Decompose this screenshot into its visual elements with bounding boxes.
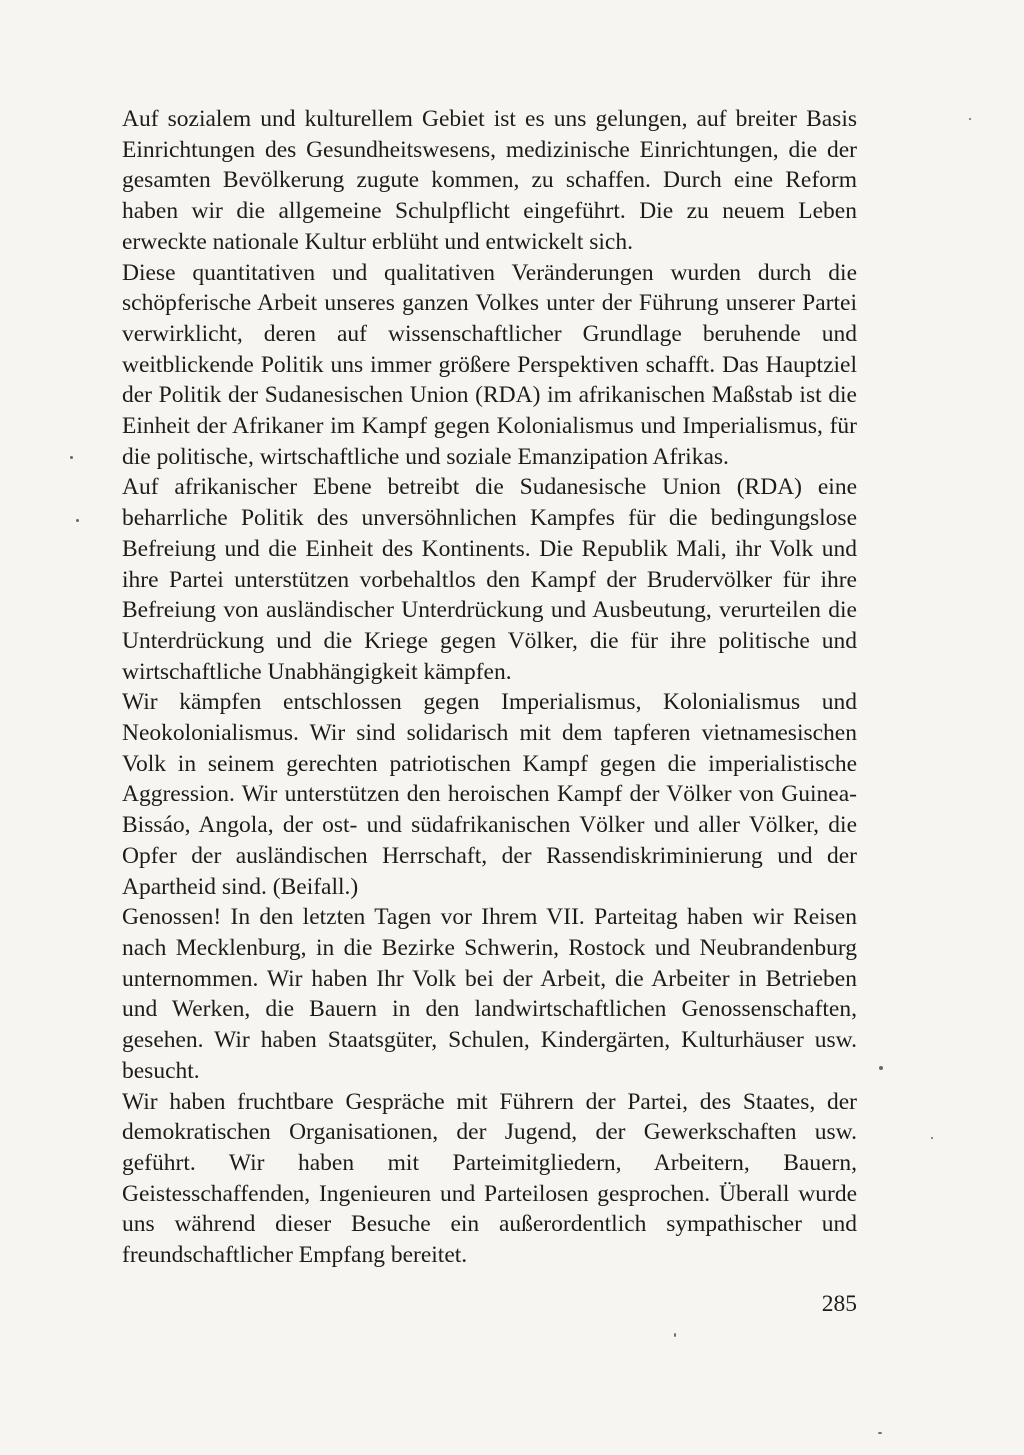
body-text bbox=[122, 104, 857, 1271]
paragraph: Genossen! In den letzten Tagen vor Ihrem VII. Parteitag haben wir Reisen nach Mecklenburg, in die Bezirke Schwerin, Rostock und Neubrandenburg unternommen. Wir haben Ihr Volk bei der Arbeit, die Arbeiter in Betrieben und Werken, die Bauern in den landwirtschaftlichen Genossenschaften, gesehen. Wir haben Staatsgüter, Schulen, Kindergärten, Kulturhäuser usw. besucht. bbox=[122, 904, 857, 1084]
scan-speck bbox=[931, 1137, 933, 1139]
paragraph: Auf afrikanischer Ebene betreibt die Sudanesische Union (RDA) eine beharrliche Politik des unversöhnlichen Kampfes für die bedingungslose Befreiung und die Einheit des Kontinents. Die Republik Mali, ihr Volk und ihre Partei unterstützen vorbehaltlos den Kampf der Brudervölker für ihre Befreiung von ausländischer Unterdrückung und Ausbeutung, verurteilen die Unterdrückung und die Kriege gegen Völker, die für ihre politische und wirtschaftliche Unabhängigkeit kämpfen. bbox=[122, 474, 857, 685]
scan-speck bbox=[76, 519, 79, 522]
scan-speck bbox=[879, 1066, 883, 1070]
paragraph: Wir kämpfen entschlossen gegen Imperialismus, Kolonialismus und Neokolonialismus. Wir sind solidarisch mit dem tapferen vietnamesischen Volk in seinem gerechten patriotischen Kampf gegen die imperialistische Aggression. Wir unterstützen den heroischen Kampf der Völker von Guinea-Bissáo, Angola, der ost- und südafrikanischen Völker und aller Völker, die Opfer der ausländischen Herrschaft, der Rassendiskriminierung und der Apartheid sind. (Beifall.) bbox=[122, 689, 857, 900]
scan-speck bbox=[969, 118, 971, 120]
paragraph: Diese quantitativen und qualitativen Veränderungen wurden durch die schöpferische Arbeit unseres ganzen Volkes unter der Führung unserer Partei verwirklicht, deren auf wissenschaftlicher Grundlage beruhende und weitblickende Politik uns immer größere Perspektiven schafft. Das Hauptziel der Politik der Sudanesischen Union (RDA) im afrikanischen Maßstab ist die Einheit der Afrikaner im Kampf gegen Kolonialismus und Imperialismus, für die politische, wirtschaftliche und soziale Emanzipation Afrikas. bbox=[122, 259, 857, 470]
scan-speck bbox=[70, 456, 73, 459]
page-number: 285 bbox=[821, 1291, 857, 1317]
scan-speck bbox=[878, 1432, 882, 1434]
scan-speck bbox=[674, 1333, 676, 1337]
paragraph: Wir haben fruchtbare Gespräche mit Führern der Partei, des Staates, der demokratischen Organisationen, der Jugend, der Gewerkschaften usw. geführt. Wir haben mit Parteimitgliedern, Arbeitern, Bauern, Geistesschaffenden, Ingenieuren und Parteilosen gesprochen. Überall wurde uns während dieser Besuche ein außerordentlich sympathischer und freundschaftlicher Empfang bereitet. bbox=[122, 1088, 857, 1269]
paragraph: Auf sozialem und kulturellem Gebiet ist es uns gelungen, auf breiter Basis Einrichtungen des Gesundheitswesens, medizinische Einrichtungen, die der gesamten Bevölkerung zugute kommen, zu schaffen. Durch eine Reform haben wir die allgemeine Schulpflicht eingeführt. Die zu neuem Leben erweckte nationale Kultur erblüht und entwickelt sich. bbox=[122, 106, 857, 255]
